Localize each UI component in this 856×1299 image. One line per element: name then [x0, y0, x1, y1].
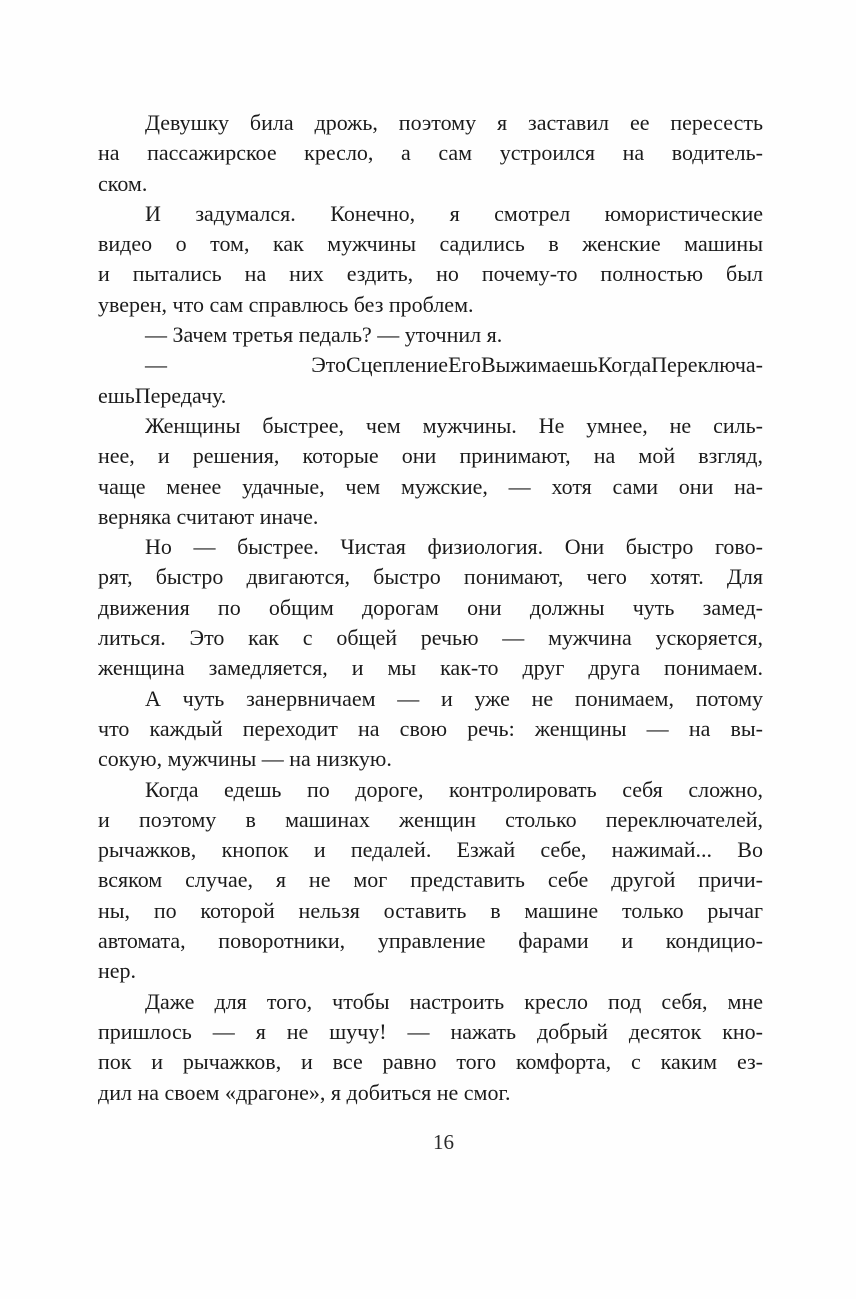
- paragraph: [98, 987, 763, 1108]
- text-line: ском.: [98, 170, 148, 196]
- text-line: нер.: [98, 958, 137, 984]
- text-line: верняка считают иначе.: [98, 503, 319, 529]
- text-line: пок и рычажков, и все равно того комфорта, с каким ез-: [98, 1049, 763, 1075]
- paragraph: [98, 199, 763, 320]
- page-body-text: [98, 108, 763, 1108]
- text-line: Женщины быстрее, чем мужчины. Не умнее, не силь-: [145, 412, 763, 438]
- text-line: и пытались на них ездить, но почему-то полностью был: [98, 261, 763, 287]
- text-line: всяком случае, я не мог представить себе другой причи-: [98, 867, 763, 893]
- paragraph: [98, 775, 763, 987]
- text-line: литься. Это как с общей речью — мужчина ускоряется,: [98, 625, 763, 651]
- text-line: автомата, поворотники, управление фарами и кондицио-: [98, 928, 763, 954]
- text-line: женщина замедляется, и мы как-то друг друга понимаем.: [98, 655, 763, 681]
- text-line: И задумался. Конечно, я смотрел юмористические: [145, 200, 763, 226]
- text-line: дил на своем «драгоне», я добиться не смог.: [98, 1079, 511, 1105]
- paragraph: [98, 108, 763, 199]
- text-line: — ЭтоСцеплениеЕгоВыжимаешьКогдаПереключа-: [145, 352, 763, 378]
- text-line: на пассажирское кресло, а сам устроился на водитель-: [98, 140, 763, 166]
- text-line: нее, и решения, которые они принимают, на мой взгляд,: [98, 443, 763, 469]
- text-line: Девушку била дрожь, поэтому я заставил ее пересесть: [145, 110, 763, 135]
- paragraph: [98, 532, 763, 683]
- text-line: ешьПередачу.: [98, 382, 227, 408]
- text-line: Даже для того, чтобы настроить кресло под себя, мне: [145, 988, 763, 1014]
- text-line: рят, быстро двигаются, быстро понимают, чего хотят. Для: [98, 564, 763, 590]
- paragraph: [98, 684, 763, 775]
- text-line: что каждый переходит на свою речь: женщины — на вы-: [98, 715, 763, 741]
- text-line: видео о том, как мужчины садились в женские машины: [98, 231, 763, 257]
- page-number: 16: [433, 1130, 454, 1154]
- text-line: А чуть занервничаем — и уже не понимаем, потому: [145, 685, 763, 711]
- text-line: уверен, что сам справлюсь без проблем.: [98, 291, 474, 317]
- text-line: ны, по которой нельзя оставить в машине только рычаг: [98, 897, 763, 923]
- text-line: сокую, мужчины — на низкую.: [98, 746, 392, 772]
- paragraph: [98, 411, 763, 532]
- text-line: рычажков, кнопок и педалей. Езжай себе, нажимай... Во: [98, 837, 763, 863]
- text-line: и поэтому в машинах женщин столько переключателей,: [98, 806, 763, 832]
- paragraph: [98, 320, 763, 350]
- text-line: пришлось — я не шучу! — нажать добрый десяток кно-: [98, 1018, 763, 1044]
- text-line: — Зачем третья педаль? — уточнил я.: [145, 322, 503, 348]
- text-line: Когда едешь по дороге, контролировать себя сложно,: [145, 776, 763, 802]
- text-line: чаще менее удачные, чем мужские, — хотя сами они на-: [98, 473, 763, 499]
- text-line: движения по общим дорогам они должны чуть замед-: [98, 594, 763, 620]
- paragraph: [98, 350, 763, 411]
- text-line: Но — быстрее. Чистая физиология. Они быстро гово-: [145, 534, 763, 560]
